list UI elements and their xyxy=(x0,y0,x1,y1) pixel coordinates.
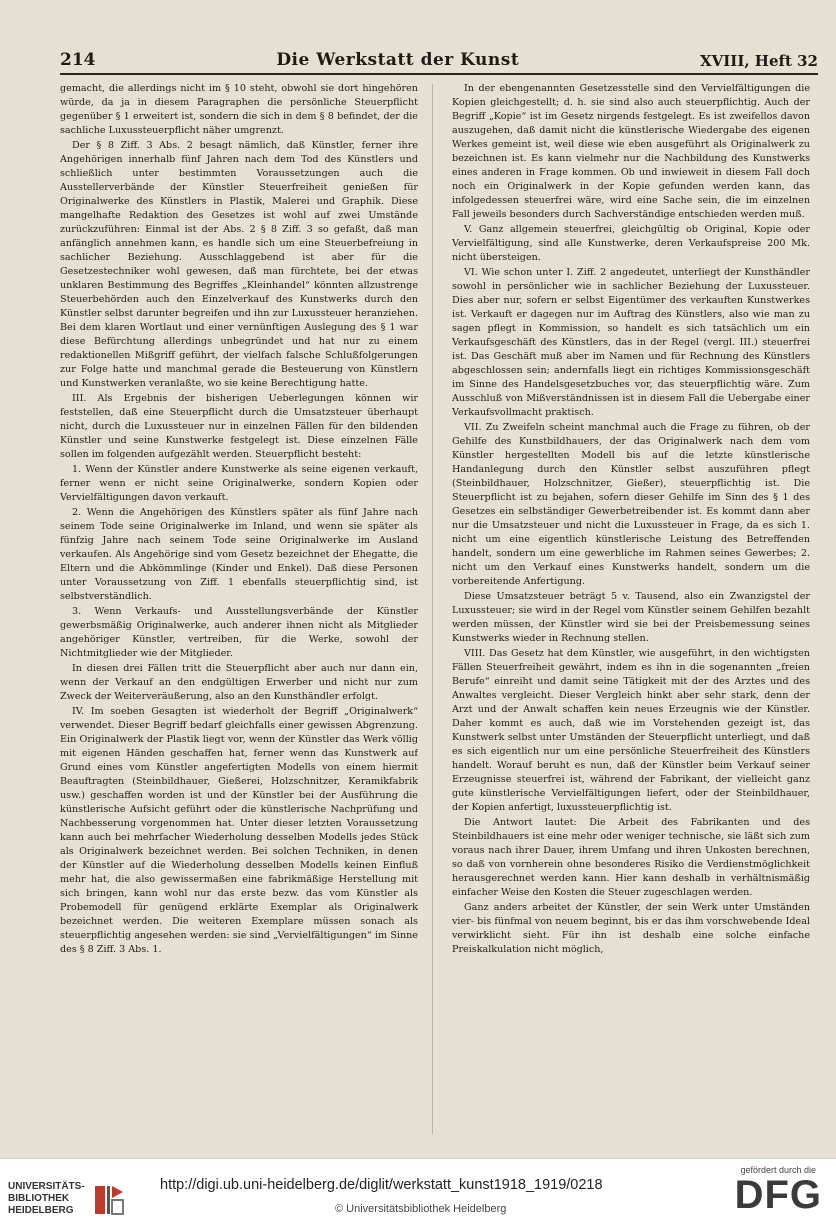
paragraph: 1. Wenn der Künstler andere Kunstwerke als seine eigenen verkauft, ferner wenn er nicht seine Originalwerke, sondern Kopien oder Vervielfältigungen davon verkauft. xyxy=(60,464,418,503)
paragraph: VII. Zu Zweifeln scheint manchmal auch die Frage zu führen, ob der Gehilfe des Kunstbildhauers, der das Originalwerk nach dem vom Künstler hergestellten Modell bis auf die letzte künstlerische Handanlegung durch den Künstler selbst auszuführen pflegt (Steinbildhauer, Holzschnitzer, Gießer), steuerpflichtig ist. Die Steuerpflicht ist zu bejahen, sofern dieser Gehilfe im Sinn des § 1 des Gesetzes ein selbständiger Gewerbetreibender ist. Es kommt dann aber nur die Umsatzsteuer und nicht die Luxussteuer in Frage, da es sich 1. nicht um eine eigentlich künstlerische Leistung des Betreffenden handelt, sondern um eine gewerbliche im Rahmen seines Gewerbes; 2. nicht um den Verkauf eines Kunstwerks handelt, sondern um die vorbereitende Anfertigung. xyxy=(452,422,810,587)
funder-logo[interactable] xyxy=(735,1165,822,1215)
funder-note: gefördert durch die xyxy=(740,1165,817,1175)
library-emblem-icon xyxy=(93,1182,127,1216)
issue-label: XVIII, Heft 32 xyxy=(700,52,818,70)
paragraph: In der ebengenannten Gesetzesstelle sind den Vervielfältigungen die Kopien gleichgestellt; d. h. sie sind also auch steuerpflichtig. Auch der Begriff „Kopie“ ist im Gesetz nirgends festgelegt. Es ist zweifellos davon auszugehen, daß damit nicht die künstlerische Wiedergabe des eigenen Werkes gemeint ist, weil diese wie eben ausgeführt als Originalwerk zu bezeichnen ist. Es kann vielmehr nur die Nachbildung des Kunstwerks eines anderen in Frage kommen. Ob und inwieweit in diesem Fall doch noch ein Originalwerk in der Kopie gefunden werden kann, das infolgedessen steuerfrei wäre, wird eine Sache sein, die im einzelnen Fall jeweils besonders durch Sachverständige entschieden werden muß. xyxy=(452,83,810,220)
paragraph: VI. Wie schon unter I. Ziff. 2 angedeutet, unterliegt der Kunsthändler sowohl in persönlicher wie in sachlicher Beziehung der Luxussteuer. Dies aber nur, sofern er selbst Eigentümer des verkauften Kunstwerkes ist. Verkauft er dagegen nur im Auftrag des Künstlers, also wie man zu sagen pflegt in Kommission, so handelt es sich tatsächlich um ein Verkaufsgeschäft des Künstlers, das in der Regel (vergl. III.) steuerfrei ist. Das Geschäft muß aber im Namen und für Rechnung des Künstlers abgeschlossen sein; andernfalls liegt ein richtiges Kommissionsgeschäft im Sinne des Handelsgesetzbuches vor, das steuerpflichtig wäre. Zum Ausschluß von Mißverständnissen ist in diesem Fall die Uebergabe einer Verkaufsvollmacht praktisch. xyxy=(452,267,810,418)
journal-title: Die Werkstatt der Kunst xyxy=(276,50,520,70)
left-text-column xyxy=(60,82,418,1142)
paragraph: Der § 8 Ziff. 3 Abs. 2 besagt nämlich, daß Künstler, ferner ihre Angehörigen innerhalb fünf Jahren nach dem Tod des Künstlers und schließlich unter bestimmten Voraussetzungen auch die Ausstellerverbände der Künstler Steuerfreiheit genießen für Originalwerke des Künstlers in Plastik, Malerei und Graphik. Diese mangelhafte Redaktion des Gesetzes ist wohl auf zwei Umstände zurückzuführen: Einmal ist der Abs. 2 § 8 Ziff. 3 so gefaßt, daß man anfänglich annehmen kann, es handle sich um eine Steuerbefreiung in sachlicher Beziehung. Ausschlaggebend ist aber für die Gesetzestechniker wohl gewesen, daß man fürchtete, bei der etwas unklaren Bestimmung des Begriffes „Kleinhandel“ könnten allzustrenge Steuerbehörden auch den Einzelverkauf des Kunstwerks durch den Künstler selbst darunter begreifen und ihn zur Luxussteuer heranziehen. Bei dem klaren Wortlaut und einer vernünftigen Auslegung des § 1 war diese Befürchtung allerdings unbegründet und hat nur zu einem redaktionellen Mißgriff geführt, der vielfach falsche Schlußfolgerungen zur Folge hatte und manchmal gerade die Besteuerung von Künstlern und Kunstwerken veranlaßte, wo sie keine Berechtigung hatte. xyxy=(60,140,418,389)
copyright-notice: © Universitätsbibliothek Heidelberg xyxy=(335,1203,507,1215)
paragraph: 2. Wenn die Angehörigen des Künstlers später als fünf Jahre nach seinem Tode seine Originalwerke im Inland, und wenn sie später als fünfzig Jahre nach seinem Tode seine Originalwerke im Ausland verkaufen. Als Angehörige sind vom Gesetz bezeichnet der Ehegatte, die Eltern und die Abkömmlinge (Kinder und Enkel). Daß diese Personen unter Voraussetzung von Ziff. 1 ebenfalls steuerpflichtig sind, ist selbstverständlich. xyxy=(60,507,418,602)
page-header xyxy=(60,44,818,75)
paragraph: In diesen drei Fällen tritt die Steuerpflicht aber auch nur dann ein, wenn der Verkauf an den endgültigen Erwerber und nicht nur zum Zweck der Weiterveräußerung, also an den Kunsthändler erfolgt. xyxy=(60,663,418,702)
document-url-link[interactable]: http://digi.ub.uni-heidelberg.de/diglit/werkstatt_kunst1918_1919/0218 xyxy=(160,1177,603,1193)
paragraph: III. Als Ergebnis der bisherigen Ueberlegungen können wir feststellen, daß eine Steuerpflicht durch die Umsatzsteuer überhaupt nicht, durch die Luxussteuer nur in einzelnen Fällen für den bildenden Künstler und seine Kunstwerke festgelegt ist. Diese einzelnen Fälle sollen im folgenden aufgezählt werden. Steuerpflicht besteht: xyxy=(60,393,418,460)
paragraph: V. Ganz allgemein steuerfrei, gleichgültig ob Original, Kopie oder Vervielfältigung, sind alle Kunstwerke, deren Verkaufspreise 200 Mk. nicht übersteigen. xyxy=(452,224,810,263)
library-logo[interactable] xyxy=(8,1181,127,1217)
funder-name: DFG xyxy=(734,1173,822,1217)
paragraph: IV. Im soeben Gesagten ist wiederholt der Begriff „Originalwerk“ verwendet. Dieser Begriff bedarf gleichfalls einer gewissen Abgrenzung. Ein Originalwerk der Plastik liegt vor, wenn der Künstler das Werk völlig mit eigenen Händen geschaffen hat, ferner wenn das Kunstwerk auf Grund eines vom Künstler angefertigten Modells von einem hiermit Beauftragten (Steinbildhauer, Gießerei, Holzschnitzer, Keramikfabrik usw.) geschaffen worden ist und der Künstler bei der Ausführung die künstlerische Aufsicht geführt oder die künstlerische Nachprüfung und Nachbesserung vorgenommen hat. Unter dieser letzten Voraussetzung kann auch bei mehrfacher Wiederholung desselben Modells jedes Stück als Originalwerk bezeichnet werden. Bei solchen Techniken, in denen der Künstler auf die Wiederholung desselben Modells keinen Einfluß mehr hat, die also gewissermaßen eine fabrikmäßige Herstellung mit sich bringen, kann wohl nur das erste bezw. das vom Künstler als Probemodell für genügend erklärte Exemplar als Originalwerk bezeichnet werden. Die weiteren Exemplare müssen sonach als steuerpflichtig angesehen werden: sie sind „Vervielfältigungen“ im Sinne des § 8 Ziff. 3 Abs. 1. xyxy=(60,706,418,955)
page-number: 214 xyxy=(60,50,96,70)
paragraph: 3. Wenn Verkaufs- und Ausstellungsverbände der Künstler gewerbsmäßig Originalwerke, auch anderer ihnen nicht als Mitglieder angehöriger Künstler, vertreiben, für die Werke, sowohl der Nichtmitglieder wie der Mitglieder. xyxy=(60,606,418,659)
paragraph: Die Antwort lautet: Die Arbeit des Fabrikanten und des Steinbildhauers ist eine mehr oder weniger technische, sie läßt sich zum voraus nach ihrer Dauer, ihrem Umfang und ihren Unkosten berechnen, so daß von vornherein ohne besonderes Risiko die Verdienstmöglichkeit herausgerechnet werden kann. Hier kann deshalb in verhältnismäßig einfacher Weise den Kosten die Steuer zugeschlagen werden. xyxy=(452,817,810,898)
right-text-column xyxy=(452,82,810,1142)
paragraph: VIII. Das Gesetz hat dem Künstler, wie ausgeführt, in den wichtigsten Fällen Steuerfreiheit gewährt, indem es ihn in die sogenannten „freien Berufe“ einreiht und damit seine Tätigkeit mit der des Arztes und des Anwaltes vergleicht. Dieser Vergleich hinkt aber sehr stark, denn der Arzt und der Anwalt schaffen kein neues Erzeugnis wie der Künstler. Daher kommt es auch, daß wie im Vorstehenden gezeigt ist, das Kunstwerk selbst unter Umständen der Steuerpflicht unterliegt, und daß es sich eigentlich nur um eine persönliche Steuerfreiheit des Künstlers handelt. Worauf beruht es nun, daß der Künstler beim Verkauf seiner Erzeugnisse steuerfrei ist, während der Fabrikant, der vielleicht ganz gute künstlerische Vervielfältigungen liefert, oder der Steinbildhauer, der Kopien anfertigt, luxussteuerpflichtig ist. xyxy=(452,648,810,813)
paragraph: Diese Umsatzsteuer beträgt 5 v. Tausend, also ein Zwanzigstel der Luxussteuer; sie wird in der Regel vom Künstler seinem Gehilfen bezahlt werden müssen, der Künstler wird sie bei der Preisbemessung seines Kunstwerks wieder in Rechnung stellen. xyxy=(452,591,810,644)
column-divider xyxy=(432,84,433,1134)
library-name: UNIVERSITÄTS- BIBLIOTHEK HEIDELBERG xyxy=(8,1181,85,1216)
paragraph: gemacht, die allerdings nicht im § 10 steht, obwohl sie dort hingehören würde, da ja in diesem Paragraphen die persönliche Steuerpflicht gegenüber § 1 erweitert ist, sondern die sich in dem § 8 befindet, der die sachliche Luxussteuerpflicht näher umgrenzt. xyxy=(60,83,418,136)
paragraph: Ganz anders arbeitet der Künstler, der sein Werk unter Umständen vier- bis fünfmal von neuem beginnt, bis er das ihm vorschwebende Ideal verwirklicht sieht. Für ihn ist deshalb eine solche einfache Preiskalkulation nicht möglich, xyxy=(452,902,810,955)
viewer-footer xyxy=(0,1158,836,1231)
